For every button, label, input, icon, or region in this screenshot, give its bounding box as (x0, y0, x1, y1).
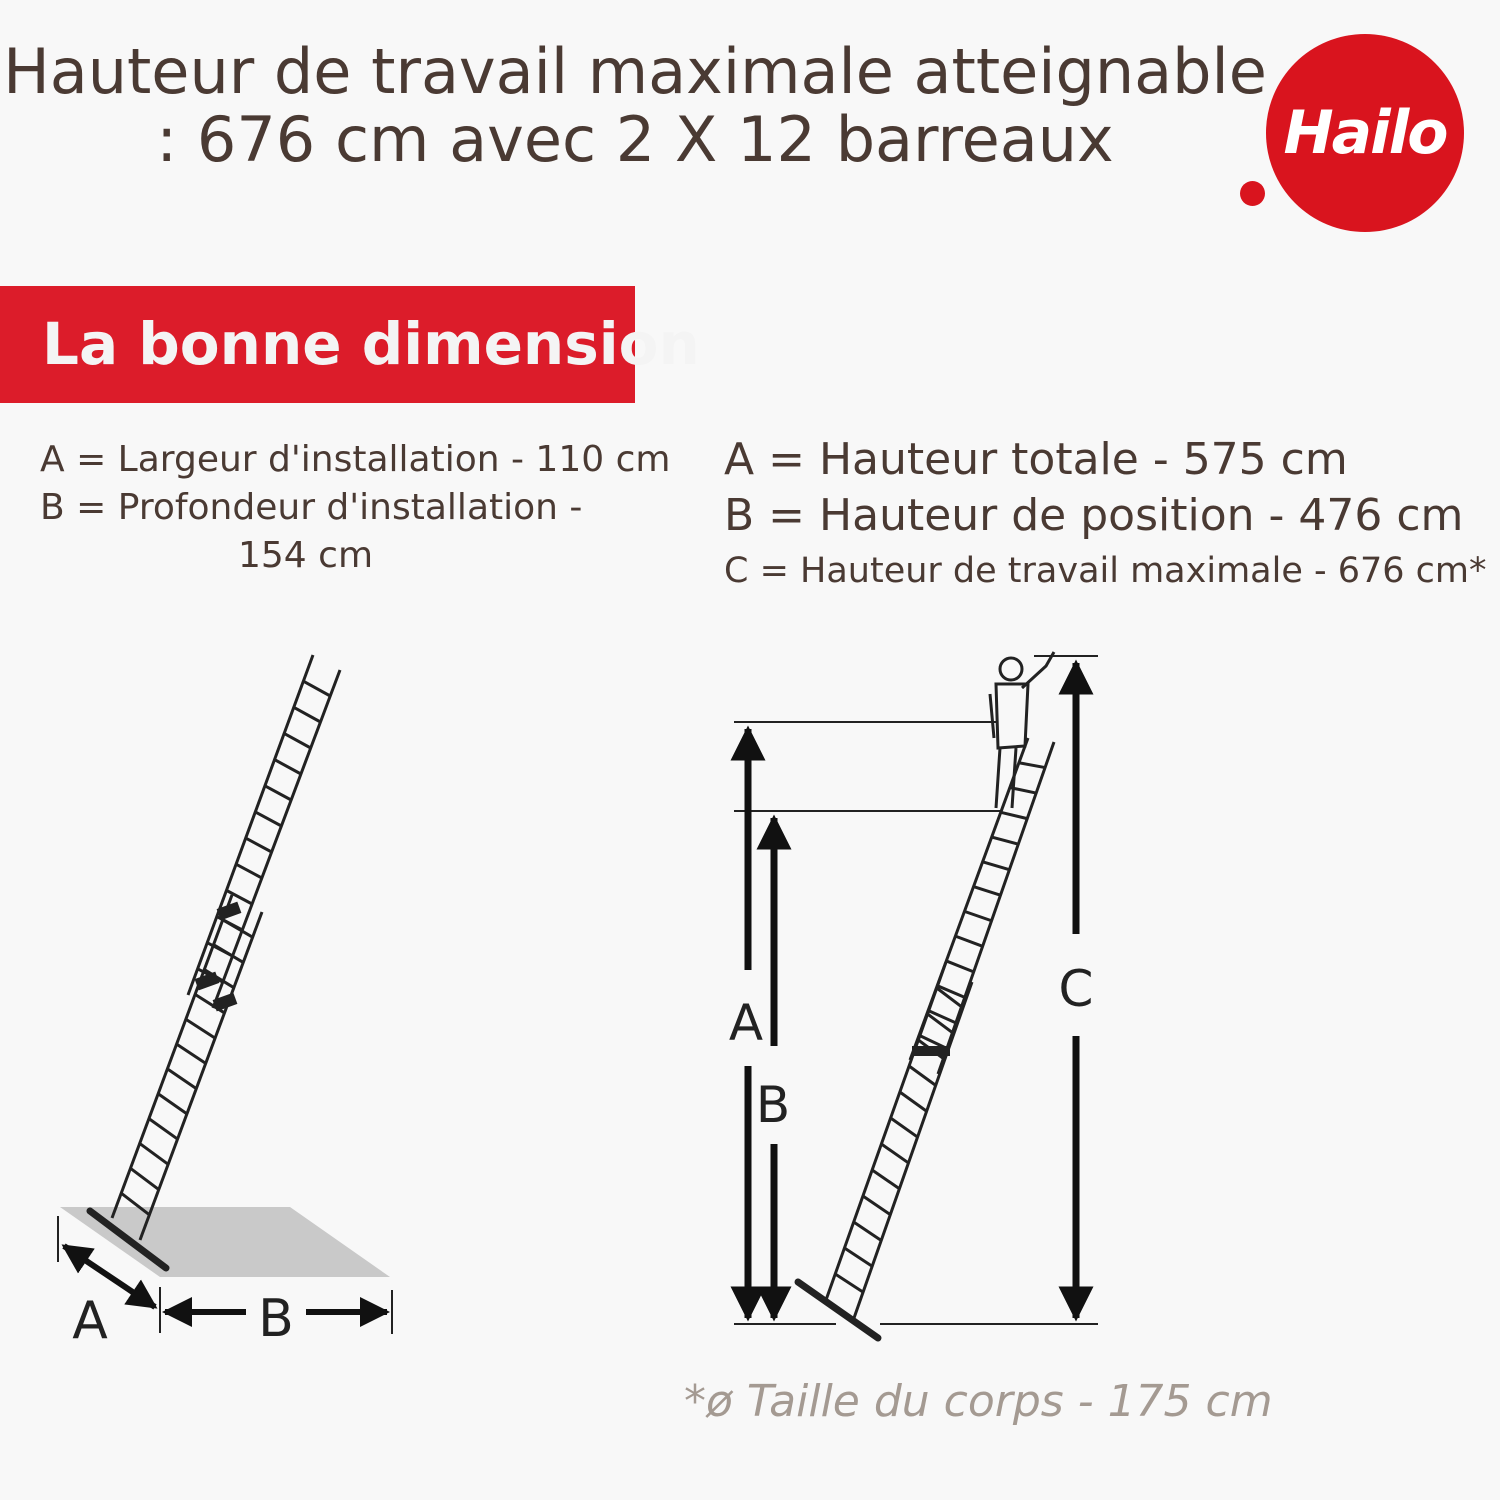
ladder-rung (835, 1274, 863, 1292)
ladder-rung (294, 707, 321, 722)
ladder-with-person-icon (729, 652, 1098, 1338)
ladder-rung (955, 936, 982, 946)
ladder-installation-icon (58, 655, 392, 1351)
spec-installation-depth: B = Profondeur d'installation - (40, 487, 583, 528)
ladder-rung (900, 1092, 927, 1111)
page-title-line-1: Hauteur de travail maximale atteignable (3, 35, 1267, 108)
height-c-label: C (1058, 960, 1094, 1018)
ladder-rung (964, 911, 991, 920)
ladder-rung (891, 1118, 918, 1137)
ladder-rung (992, 837, 1019, 844)
lower-ladder-rungs (121, 920, 252, 1215)
spec-standing-height: B = Hauteur de position - 476 cm (724, 490, 1464, 541)
ladder-rung (177, 1044, 206, 1063)
spec-installation-depth-value: 154 cm (238, 535, 374, 576)
ladder-rung (167, 1069, 196, 1089)
ladder-rung (130, 1168, 158, 1189)
spec-total-height: A = Hauteur totale - 575 cm (724, 434, 1348, 485)
ladder-rung (303, 681, 330, 696)
ladder-rung (255, 812, 281, 826)
ladder-rung (284, 733, 311, 748)
ladder-rung (946, 961, 973, 972)
logo-text: Hailo (1283, 98, 1447, 168)
spec-max-working-height: C = Hauteur de travail maximale - 676 cm* (724, 551, 1487, 591)
ladder-rung (275, 760, 301, 774)
spec-installation-width: A = Largeur d'installation - 110 cm (40, 439, 671, 480)
banner-label: La bonne dimension (42, 310, 700, 378)
ladder-rung (983, 862, 1010, 870)
ladder-rung (863, 1196, 890, 1215)
person-icon (990, 652, 1054, 808)
floor-area (60, 1207, 390, 1277)
ladder-rung (246, 838, 272, 852)
height-a-label: A (728, 994, 764, 1052)
ladder-rung (236, 864, 262, 878)
ladder-rung (186, 1019, 215, 1038)
dimension-a-label: A (72, 1291, 108, 1351)
footnote: *ø Taille du corps - 175 cm (684, 1376, 1273, 1427)
ladder-rung (844, 1248, 872, 1266)
ladder-rung (881, 1144, 908, 1163)
ladder-rung (149, 1119, 178, 1139)
ladder-rung (1001, 812, 1027, 818)
ladder-rung (872, 1170, 899, 1189)
dimension-b-label: B (258, 1289, 294, 1349)
ladder-rung (158, 1094, 187, 1114)
ladder-rung (974, 887, 1001, 896)
height-b-label: B (755, 1076, 791, 1134)
ladder-rung (1019, 763, 1045, 768)
ladder-rung (140, 1143, 168, 1164)
page-title-line-2: : 676 cm avec 2 X 12 barreaux (156, 103, 1114, 176)
ladder-rung (854, 1222, 882, 1240)
ladder-rung (909, 1066, 936, 1085)
ladder-rung (265, 786, 291, 800)
